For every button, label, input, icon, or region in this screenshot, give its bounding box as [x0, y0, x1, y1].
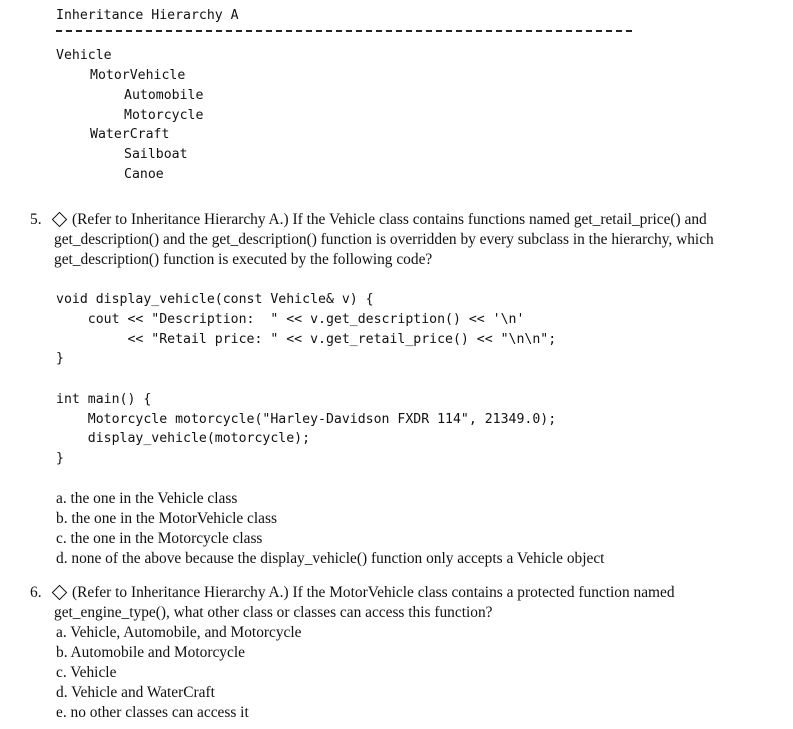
code-line: void display_vehicle(const Vehicle& v) { [56, 292, 374, 307]
node-automobile: Automobile [124, 88, 204, 103]
code-line: } [56, 451, 64, 466]
code-line: display_vehicle(motorcycle); [56, 431, 311, 446]
answer-option: a. the one in the Vehicle class [56, 490, 238, 507]
code-line: cout << "Description: " << v.get_description() << '\n' [56, 312, 525, 327]
answer-option: c. the one in the Motorcycle class [56, 530, 263, 547]
answer-option: b. Automobile and Motorcycle [56, 644, 245, 661]
question-text-line: (Refer to Inheritance Hierarchy A.) If the MotorVehicle class contains a protected function named [72, 584, 675, 601]
code-line: << "Retail price: " << v.get_retail_price() << "\n\n"; [56, 332, 557, 347]
question-6 [30, 583, 760, 623]
node-vehicle: Vehicle [56, 48, 112, 63]
hierarchy-title: Inheritance Hierarchy A [56, 8, 239, 23]
question-text-line: get_engine_type(), what other class or classes can access this function? [54, 604, 493, 621]
answer-option: e. no other classes can access it [56, 704, 249, 721]
diamond-icon [52, 212, 68, 228]
diamond-icon [52, 585, 68, 601]
code-line: int main() { [56, 392, 152, 407]
code-line: Motorcycle motorcycle("Harley-Davidson FXDR 114", 21349.0); [56, 412, 557, 427]
question-text-line: get_description() function is executed by the following code? [54, 251, 433, 268]
question-5 [30, 210, 760, 270]
question-number: 5. [30, 211, 42, 228]
question-number: 6. [30, 584, 42, 601]
node-watercraft: WaterCraft [90, 127, 170, 142]
answer-option: d. Vehicle and WaterCraft [56, 684, 215, 701]
node-sailboat: Sailboat [124, 147, 188, 162]
answer-option: c. Vehicle [56, 664, 117, 681]
question-text-line: (Refer to Inheritance Hierarchy A.) If the Vehicle class contains functions named get_retail_price() and [72, 211, 707, 228]
dashed-divider [56, 30, 632, 32]
answer-option: a. Vehicle, Automobile, and Motorcycle [56, 624, 302, 641]
node-motorvehicle: MotorVehicle [90, 68, 186, 83]
code-line: } [56, 351, 64, 366]
node-motorcycle: Motorcycle [124, 108, 204, 123]
question-text-line: get_description() and the get_description() function is overridden by every subclass in the hierarchy, which [54, 231, 714, 248]
node-canoe: Canoe [124, 167, 164, 182]
answer-option: b. the one in the MotorVehicle class [56, 510, 277, 527]
answer-option: d. none of the above because the display_vehicle() function only accepts a Vehicle object [56, 550, 605, 567]
